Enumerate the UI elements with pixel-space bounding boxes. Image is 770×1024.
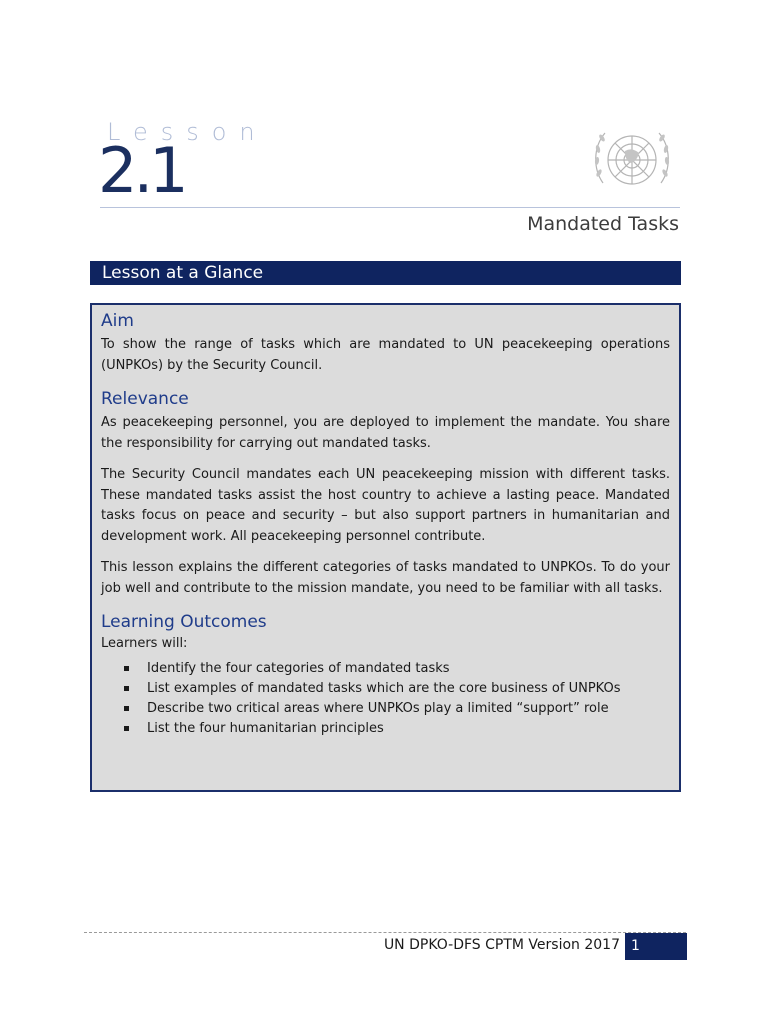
glance-header-bar: Lesson at a Glance [90,261,681,285]
aim-section [101,311,670,376]
square-bullet-icon [124,706,129,711]
lesson-title: Mandated Tasks [527,213,679,235]
square-bullet-icon [124,726,129,731]
list-item-text: List the four humanitarian principles [147,721,384,737]
learning-outcomes-heading: Learning Outcomes [101,612,267,632]
header-rule [100,207,680,208]
list-item [124,699,670,719]
list-item-text: Describe two critical areas where UNPKOs play a limited “support” role [147,701,609,717]
list-item [124,719,670,739]
aim-heading: Aim [101,311,134,331]
square-bullet-icon [124,686,129,691]
list-item-text: Identify the four categories of mandated tasks [147,660,450,676]
un-emblem-icon [589,121,675,199]
square-bullet-icon [124,666,129,671]
lesson-word: Lesson [107,118,268,146]
list-item [124,679,670,699]
relevance-paragraph: As peacekeeping personnel, you are deployed to implement the mandate. You share the responsibility for carrying out mandated tasks. [101,415,670,451]
relevance-paragraph: The Security Council mandates each UN peacekeeping mission with different tasks. These mandated tasks assist the host country to achieve a lasting peace. Mandated tasks focus on peace and security – but also support partners in humanitarian and development work. All peacekeeping personnel contribute. [101,467,670,544]
relevance-heading: Relevance [101,389,189,409]
list-item-text: List examples of mandated tasks which are the core business of UNPKOs [147,680,621,696]
relevance-paragraph: This lesson explains the different categories of tasks mandated to UNPKOs. To do your job well and contribute to the mission mandate, you need to be familiar with all tasks. [101,560,670,596]
aim-text: To show the range of tasks which are mandated to UN peacekeeping operations (UNPKOs) by the Security Council. [101,337,670,373]
learning-outcomes-list [101,659,670,740]
footer-rule [84,932,686,933]
learning-outcomes-section [101,612,670,740]
learning-outcomes-intro: Learners will: [101,636,188,651]
page-number: 1 [625,933,687,960]
lesson-number: 2.1 [98,134,185,207]
list-item [124,659,670,679]
footer-text: UN DPKO-DFS CPTM Version 2017 [383,937,620,953]
glance-box [90,303,681,792]
relevance-section [101,389,670,599]
